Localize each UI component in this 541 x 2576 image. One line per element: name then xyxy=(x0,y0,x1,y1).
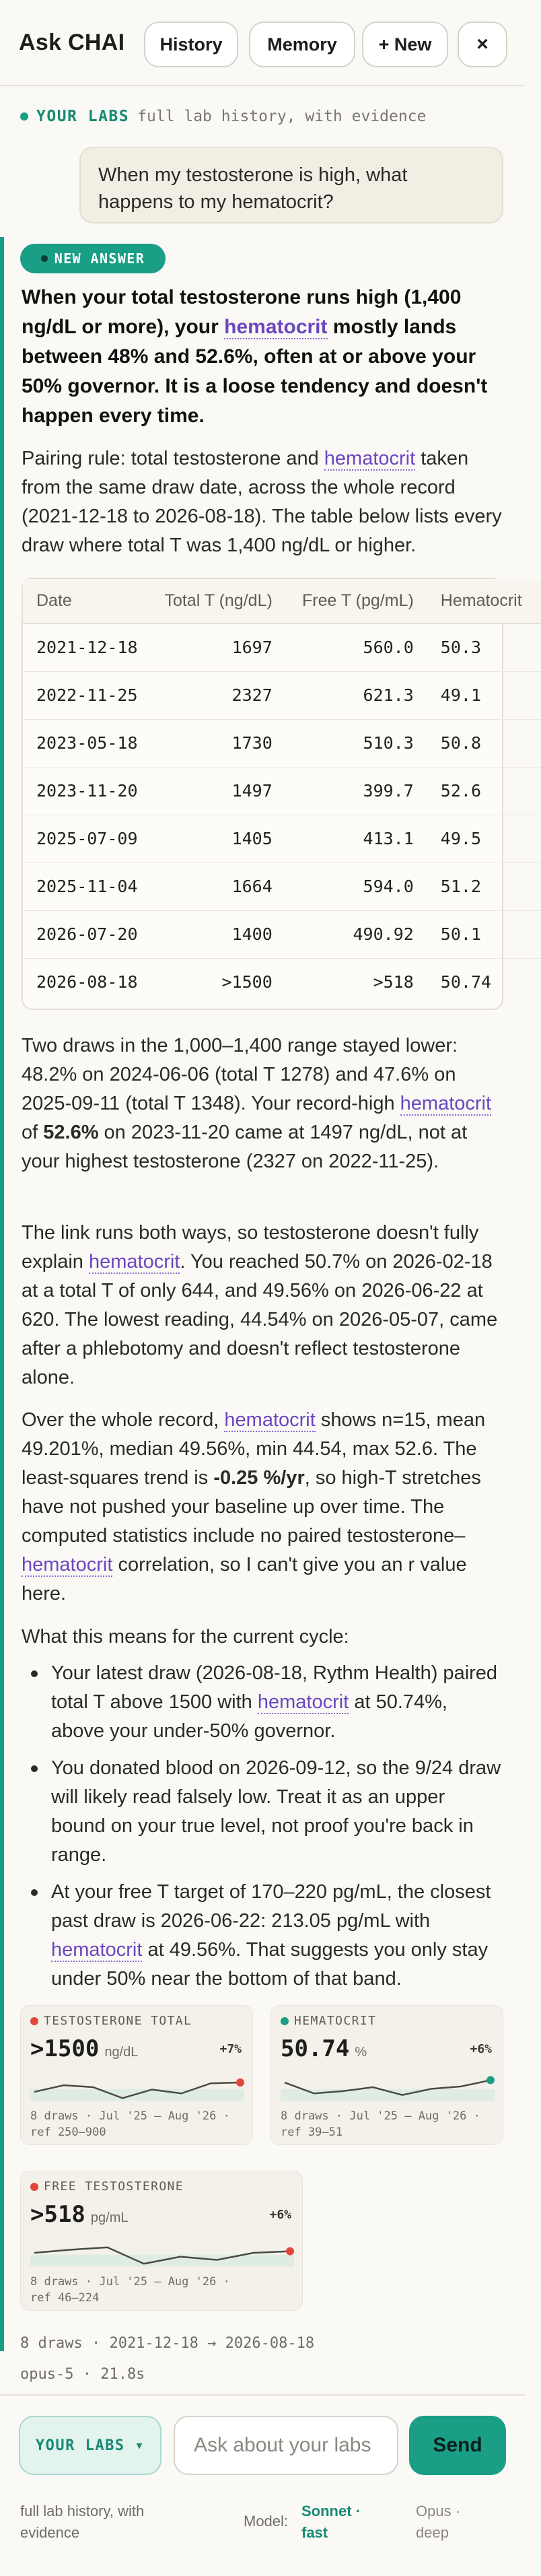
card-delta: +6% xyxy=(269,2208,291,2222)
card-value xyxy=(30,2035,138,2062)
cell-total-t: 1664 xyxy=(151,862,286,910)
cell-hematocrit: 49.1 xyxy=(427,671,541,719)
scope-description: full lab history, with evidence xyxy=(137,108,427,125)
record-high-value: 52.6% xyxy=(43,1122,99,1143)
pairing-text: Pairing rule: total testosterone and xyxy=(22,448,324,469)
hematocrit-term-link[interactable]: hematocrit xyxy=(224,1409,316,1431)
cell-hematocrit: 50.1 xyxy=(427,910,541,958)
reference-band xyxy=(30,2089,244,2101)
card-status-dot-icon xyxy=(30,2183,38,2191)
card-unit: pg/mL xyxy=(90,2210,129,2225)
cell-free-t: 560.0 xyxy=(286,623,427,671)
bullet-donation xyxy=(22,1754,503,1870)
answer-footer-range: 8 draws · 2021-12-18 → 2026-08-18 xyxy=(20,2335,315,2352)
card-title xyxy=(30,2014,192,2028)
pairing-text-cont: taken from the same draw date, across the whole record (2021-12-18 to 2026-08-18). The table below lists every draw where total T was 1,400 ng/dL or higher. xyxy=(22,448,502,556)
card-unit: ng/dL xyxy=(104,2045,139,2060)
card-meta: 8 draws · Jul '25 – Aug '26 · ref 39–51 xyxy=(281,2109,480,2139)
lower-text: Two draws in the 1,000–1,400 range stayed lower: 48.2% on 2024-06-06 (total T 1278) and 47.6% on 2025-09-11 (total T 1348). Your record-high xyxy=(22,1035,458,1114)
latest-point-icon xyxy=(486,2076,495,2084)
answer-footer-model: opus-5 · 21.8s xyxy=(20,2366,145,2383)
card-status-dot-icon xyxy=(281,2017,289,2025)
cell-date: 2025-11-04 xyxy=(23,862,151,910)
stats-text-more: , so high-T stretches have not pushed your baseline up over time. The computed statistics include no paired testosterone– xyxy=(22,1467,481,1547)
card-meta: 8 draws · Jul '25 – Aug '26 · ref 46–224 xyxy=(30,2275,230,2305)
cell-date: 2023-05-18 xyxy=(23,719,151,767)
hematocrit-card[interactable] xyxy=(270,2005,503,2145)
app-title: Ask CHAI xyxy=(19,30,125,55)
card-title-text: TESTOSTERONE TOTAL xyxy=(44,2014,192,2028)
stats-paragraph xyxy=(22,1406,503,1608)
table-row xyxy=(23,910,541,958)
column-header-hematocrit: Hematocrit xyxy=(427,579,541,623)
cell-free-t: >518 xyxy=(373,972,414,992)
lead-text: When your total testosterone runs high (1,400 ng/dL or more), your xyxy=(22,286,462,338)
column-header-total-t: Total T (ng/dL) xyxy=(151,579,286,623)
new-chat-button[interactable]: + New xyxy=(362,22,448,67)
cell-total-t: 1400 xyxy=(151,910,286,958)
model-option-sonnet[interactable]: Sonnet · fast xyxy=(301,2503,361,2541)
lower-text-cont: of xyxy=(22,1122,44,1143)
lower-range-paragraph xyxy=(22,1031,503,1176)
cell-date: 2026-07-20 xyxy=(23,910,151,958)
card-value xyxy=(281,2035,367,2062)
bullet-text-cont: at 49.56%. That suggests you only stay under 50% near the bottom of that band. xyxy=(51,1939,489,1990)
bullet-text: Your latest draw (2026-08-18, Rythm Health) paired total T above 1500 with xyxy=(51,1662,498,1713)
cell-date: 2026-08-18 xyxy=(36,972,138,992)
card-value-number: >1500 xyxy=(30,2035,100,2062)
cell-total-t: 1497 xyxy=(151,767,286,815)
scope-indicator xyxy=(20,108,426,125)
cell-free-t: 399.7 xyxy=(286,767,427,815)
table-row xyxy=(23,862,541,910)
badge-dot-icon xyxy=(41,255,48,262)
card-value xyxy=(30,2201,128,2228)
table-row xyxy=(23,767,541,815)
bullet-free-t-target xyxy=(22,1878,503,1994)
bullet-text-cont: at 50.74%, above your under-50% governor. xyxy=(51,1691,447,1742)
latest-point-icon xyxy=(236,2078,244,2087)
scope-dot-icon xyxy=(20,112,28,121)
badge-label: NEW ANSWER xyxy=(54,250,145,267)
draws-table[interactable] xyxy=(22,578,522,1010)
testosterone-total-card[interactable] xyxy=(20,2005,253,2145)
card-title xyxy=(281,2014,376,2028)
user-question-bubble: When my testosterone is high, what happens to my hematocrit? xyxy=(79,147,503,224)
table-row xyxy=(23,671,541,719)
cell-total-t: >1500 xyxy=(221,972,273,992)
table-header-row xyxy=(23,579,541,623)
hematocrit-term-link[interactable]: hematocrit xyxy=(224,316,328,338)
card-status-dot-icon xyxy=(30,2017,38,2025)
cell-total-t: 1405 xyxy=(151,815,286,862)
bullet-latest-draw xyxy=(22,1659,503,1746)
card-unit: % xyxy=(355,2045,367,2060)
model-label: Model: xyxy=(244,2513,289,2530)
cell-free-t: 413.1 xyxy=(286,815,427,862)
cell-total-t: 1697 xyxy=(151,623,286,671)
cell-hematocrit: 49.5 xyxy=(427,815,541,862)
stats-text: Over the whole record, xyxy=(22,1409,225,1431)
cell-free-t: 510.3 xyxy=(286,719,427,767)
card-meta: 8 draws · Jul '25 – Aug '26 · ref 250–900 xyxy=(30,2109,230,2139)
stats-text-cont: shows n=15, mean 49.201%, median 49.56%, min 44.54, max 52.6. The least-squares trend is xyxy=(22,1409,486,1489)
new-answer-badge xyxy=(20,244,166,273)
lower-text-end: on 2023-11-20 came at 1497 ng/dL, not at your highest testosterone (2327 on 2022-11-25). xyxy=(22,1122,468,1172)
hematocrit-sparkline xyxy=(281,2068,495,2107)
cell-hematocrit: 50.8 xyxy=(427,719,541,767)
close-button[interactable]: × xyxy=(458,22,507,67)
bullet-text: At your free T target of 170–220 pg/mL, the closest past draw is 2026-06-22: 213.05 pg/mL with xyxy=(51,1881,491,1932)
cell-free-t: 621.3 xyxy=(286,671,427,719)
cell-hematocrit: 51.2 xyxy=(427,862,541,910)
composer-scope-description: full lab history, with evidence xyxy=(20,2503,145,2541)
history-button[interactable]: History xyxy=(144,22,238,67)
free-testosterone-sparkline xyxy=(30,2233,294,2272)
app-header xyxy=(0,0,525,86)
cell-total-t: 2327 xyxy=(151,671,286,719)
card-value-number: >518 xyxy=(30,2201,85,2228)
stats-text-end: correlation, so I can't give you an r value here. xyxy=(22,1554,467,1604)
table-row xyxy=(23,958,541,1006)
model-option-opus[interactable]: Opus · deep xyxy=(416,2503,461,2541)
bullet-text: You donated blood on 2026-09-12, so the 9/24 draw will likely read falsely low. Treat it as an upper bound on your true level, not proof you're back in range. xyxy=(51,1757,501,1866)
cell-hematocrit: 50.3 xyxy=(427,623,541,671)
card-value-number: 50.74 xyxy=(281,2035,350,2062)
cycle-bullets xyxy=(22,1659,503,1994)
lead-text-cont: mostly lands between 48% and 52.6%, often at or above your 50% governor. It is a loose tendency and doesn't happen every time. xyxy=(22,316,488,427)
cell-hematocrit: 52.6 xyxy=(427,767,541,815)
card-title-text: HEMATOCRIT xyxy=(294,2014,377,2028)
card-delta: +6% xyxy=(470,2042,492,2056)
table-row xyxy=(23,623,541,671)
scope-label: YOUR LABS xyxy=(36,108,130,125)
draws-table-grid xyxy=(23,579,541,1006)
card-delta: +7% xyxy=(219,2042,242,2056)
cell-total-t: 1730 xyxy=(151,719,286,767)
column-header-date: Date xyxy=(23,579,151,623)
testosterone-sparkline xyxy=(30,2068,244,2107)
both-text: The link runs both ways, so testosterone doesn't fully explain xyxy=(22,1222,479,1273)
cycle-heading: What this means for the current cycle: xyxy=(22,1626,349,1648)
composer xyxy=(0,2394,525,2576)
hematocrit-term-link[interactable]: hematocrit xyxy=(51,1939,143,1961)
cell-date: 2021-12-18 xyxy=(23,623,151,671)
both-ways-paragraph xyxy=(22,1219,503,1392)
hematocrit-term-link[interactable]: hematocrit xyxy=(88,1251,180,1273)
cell-hematocrit: 50.74 xyxy=(440,972,492,992)
cell-free-t: 490.92 xyxy=(286,910,427,958)
hematocrit-term-link[interactable]: hematocrit xyxy=(400,1093,492,1114)
cell-free-t: 594.0 xyxy=(286,862,427,910)
ask-input[interactable] xyxy=(174,2416,398,2475)
card-title xyxy=(30,2179,184,2194)
send-button[interactable]: Send xyxy=(409,2416,506,2475)
pairing-paragraph xyxy=(22,444,503,560)
answer-lead xyxy=(22,283,503,431)
both-text-cont: . You reached 50.7% on 2026-02-18 at a total T of only 644, and 49.56% on 2026-06-22 at 620. The lowest reading, 44.54% on 2026-05-07, came after a phlebotomy and doesn't reflect testosterone alone. xyxy=(22,1251,498,1388)
cell-date: 2023-11-20 xyxy=(23,767,151,815)
hematocrit-term-link[interactable]: hematocrit xyxy=(324,448,416,469)
latest-point-icon xyxy=(286,2247,294,2256)
scope-selector-button[interactable]: YOUR LABS ▾ xyxy=(19,2416,161,2475)
table-row xyxy=(23,815,541,862)
trend-value: -0.25 %/yr xyxy=(213,1467,305,1489)
cell-date: 2022-11-25 xyxy=(23,671,151,719)
hematocrit-term-link[interactable]: hematocrit xyxy=(22,1554,113,1575)
card-title-text: FREE TESTOSTERONE xyxy=(44,2179,184,2194)
memory-button[interactable]: Memory xyxy=(249,22,355,67)
hematocrit-term-link[interactable]: hematocrit xyxy=(257,1691,349,1713)
column-header-free-t: Free T (pg/mL) xyxy=(286,579,427,623)
table-row xyxy=(23,719,541,767)
free-testosterone-card[interactable] xyxy=(20,2171,303,2311)
cell-date: 2025-07-09 xyxy=(23,815,151,862)
